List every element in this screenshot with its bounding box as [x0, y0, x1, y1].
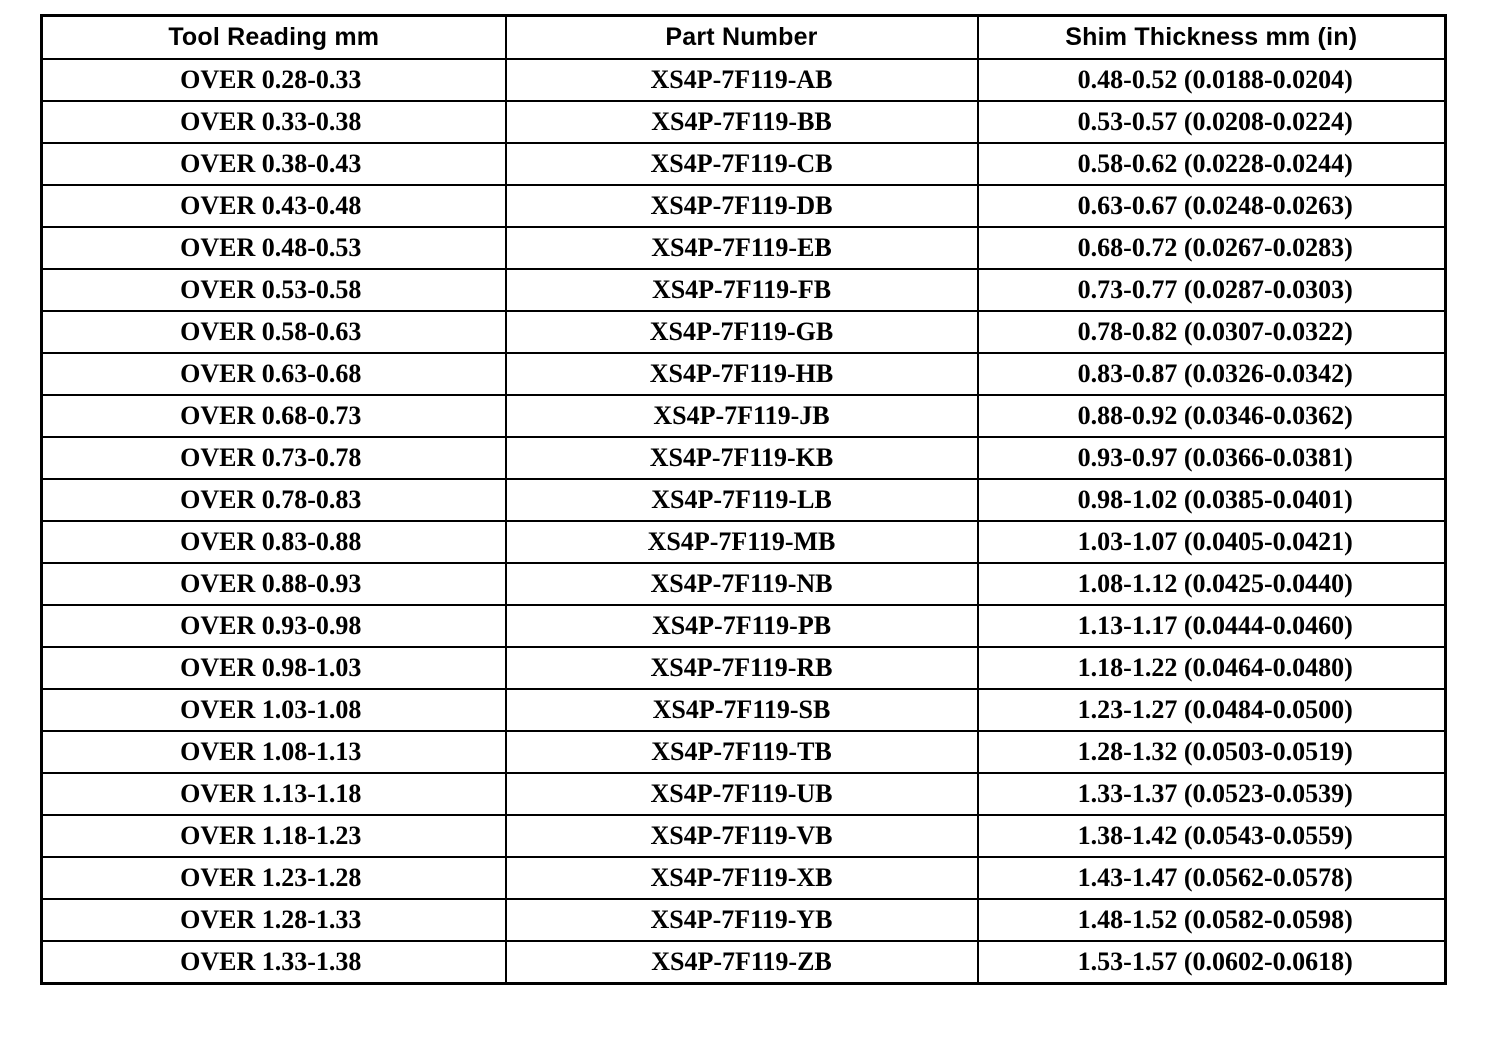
- cell-tool-reading: OVER 0.78-0.83: [42, 479, 506, 521]
- cell-part-number: XS4P-7F119-SB: [506, 689, 978, 731]
- cell-shim-thickness: 0.68-0.72 (0.0267-0.0283): [978, 227, 1446, 269]
- cell-shim-thickness: 0.58-0.62 (0.0228-0.0244): [978, 143, 1446, 185]
- cell-shim-thickness: 0.93-0.97 (0.0366-0.0381): [978, 437, 1446, 479]
- cell-part-number: XS4P-7F119-ZB: [506, 941, 978, 984]
- table-row: [42, 227, 1446, 269]
- cell-shim-thickness: 1.03-1.07 (0.0405-0.0421): [978, 521, 1446, 563]
- cell-part-number: XS4P-7F119-UB: [506, 773, 978, 815]
- cell-shim-thickness: 0.88-0.92 (0.0346-0.0362): [978, 395, 1446, 437]
- cell-shim-thickness: 1.08-1.12 (0.0425-0.0440): [978, 563, 1446, 605]
- cell-shim-thickness: 1.38-1.42 (0.0543-0.0559): [978, 815, 1446, 857]
- cell-part-number: XS4P-7F119-HB: [506, 353, 978, 395]
- cell-tool-reading: OVER 0.88-0.93: [42, 563, 506, 605]
- cell-shim-thickness: 0.78-0.82 (0.0307-0.0322): [978, 311, 1446, 353]
- table-row: [42, 899, 1446, 941]
- cell-part-number: XS4P-7F119-EB: [506, 227, 978, 269]
- cell-tool-reading: OVER 0.38-0.43: [42, 143, 506, 185]
- cell-tool-reading: OVER 0.58-0.63: [42, 311, 506, 353]
- cell-part-number: XS4P-7F119-XB: [506, 857, 978, 899]
- table-row: [42, 647, 1446, 689]
- cell-tool-reading: OVER 1.23-1.28: [42, 857, 506, 899]
- cell-tool-reading: OVER 0.68-0.73: [42, 395, 506, 437]
- cell-part-number: XS4P-7F119-YB: [506, 899, 978, 941]
- cell-shim-thickness: 1.28-1.32 (0.0503-0.0519): [978, 731, 1446, 773]
- cell-shim-thickness: 0.73-0.77 (0.0287-0.0303): [978, 269, 1446, 311]
- cell-tool-reading: OVER 1.13-1.18: [42, 773, 506, 815]
- cell-shim-thickness: 1.18-1.22 (0.0464-0.0480): [978, 647, 1446, 689]
- cell-shim-thickness: 1.48-1.52 (0.0582-0.0598): [978, 899, 1446, 941]
- cell-shim-thickness: 0.53-0.57 (0.0208-0.0224): [978, 101, 1446, 143]
- cell-part-number: XS4P-7F119-VB: [506, 815, 978, 857]
- cell-part-number: XS4P-7F119-MB: [506, 521, 978, 563]
- table-row: [42, 101, 1446, 143]
- table-row: [42, 395, 1446, 437]
- cell-tool-reading: OVER 0.93-0.98: [42, 605, 506, 647]
- cell-tool-reading: OVER 0.48-0.53: [42, 227, 506, 269]
- table-row: [42, 521, 1446, 563]
- table-body: [42, 59, 1446, 984]
- cell-tool-reading: OVER 0.83-0.88: [42, 521, 506, 563]
- cell-shim-thickness: 1.53-1.57 (0.0602-0.0618): [978, 941, 1446, 984]
- table-header: [42, 16, 1446, 60]
- cell-tool-reading: OVER 0.63-0.68: [42, 353, 506, 395]
- cell-tool-reading: OVER 0.43-0.48: [42, 185, 506, 227]
- header-tool-reading: Tool Reading mm: [42, 16, 506, 60]
- table-row: [42, 941, 1446, 984]
- cell-part-number: XS4P-7F119-LB: [506, 479, 978, 521]
- cell-tool-reading: OVER 0.53-0.58: [42, 269, 506, 311]
- table-row: [42, 605, 1446, 647]
- cell-tool-reading: OVER 1.18-1.23: [42, 815, 506, 857]
- table-row: [42, 311, 1446, 353]
- table-row: [42, 353, 1446, 395]
- cell-shim-thickness: 1.13-1.17 (0.0444-0.0460): [978, 605, 1446, 647]
- shim-selection-table: [40, 14, 1447, 985]
- table-row: [42, 815, 1446, 857]
- table-row: [42, 185, 1446, 227]
- table-row: [42, 59, 1446, 101]
- cell-tool-reading: OVER 1.08-1.13: [42, 731, 506, 773]
- cell-shim-thickness: 0.83-0.87 (0.0326-0.0342): [978, 353, 1446, 395]
- header-shim-thickness: Shim Thickness mm (in): [978, 16, 1446, 60]
- cell-shim-thickness: 1.43-1.47 (0.0562-0.0578): [978, 857, 1446, 899]
- table-row: [42, 689, 1446, 731]
- cell-tool-reading: OVER 0.98-1.03: [42, 647, 506, 689]
- cell-part-number: XS4P-7F119-DB: [506, 185, 978, 227]
- table-row: [42, 773, 1446, 815]
- cell-tool-reading: OVER 1.33-1.38: [42, 941, 506, 984]
- cell-part-number: XS4P-7F119-GB: [506, 311, 978, 353]
- table-row: [42, 479, 1446, 521]
- cell-part-number: XS4P-7F119-FB: [506, 269, 978, 311]
- cell-shim-thickness: 0.98-1.02 (0.0385-0.0401): [978, 479, 1446, 521]
- table-row: [42, 857, 1446, 899]
- cell-tool-reading: OVER 1.28-1.33: [42, 899, 506, 941]
- cell-shim-thickness: 1.33-1.37 (0.0523-0.0539): [978, 773, 1446, 815]
- cell-part-number: XS4P-7F119-CB: [506, 143, 978, 185]
- cell-shim-thickness: 0.63-0.67 (0.0248-0.0263): [978, 185, 1446, 227]
- cell-part-number: XS4P-7F119-NB: [506, 563, 978, 605]
- cell-part-number: XS4P-7F119-TB: [506, 731, 978, 773]
- header-row: [42, 16, 1446, 60]
- cell-part-number: XS4P-7F119-JB: [506, 395, 978, 437]
- cell-shim-thickness: 1.23-1.27 (0.0484-0.0500): [978, 689, 1446, 731]
- header-part-number: Part Number: [506, 16, 978, 60]
- table-row: [42, 143, 1446, 185]
- cell-part-number: XS4P-7F119-BB: [506, 101, 978, 143]
- table-row: [42, 269, 1446, 311]
- cell-tool-reading: OVER 0.33-0.38: [42, 101, 506, 143]
- table-row: [42, 731, 1446, 773]
- table-row: [42, 563, 1446, 605]
- cell-shim-thickness: 0.48-0.52 (0.0188-0.0204): [978, 59, 1446, 101]
- cell-tool-reading: OVER 0.73-0.78: [42, 437, 506, 479]
- table-row: [42, 437, 1446, 479]
- cell-tool-reading: OVER 0.28-0.33: [42, 59, 506, 101]
- cell-part-number: XS4P-7F119-KB: [506, 437, 978, 479]
- cell-tool-reading: OVER 1.03-1.08: [42, 689, 506, 731]
- cell-part-number: XS4P-7F119-AB: [506, 59, 978, 101]
- cell-part-number: XS4P-7F119-RB: [506, 647, 978, 689]
- cell-part-number: XS4P-7F119-PB: [506, 605, 978, 647]
